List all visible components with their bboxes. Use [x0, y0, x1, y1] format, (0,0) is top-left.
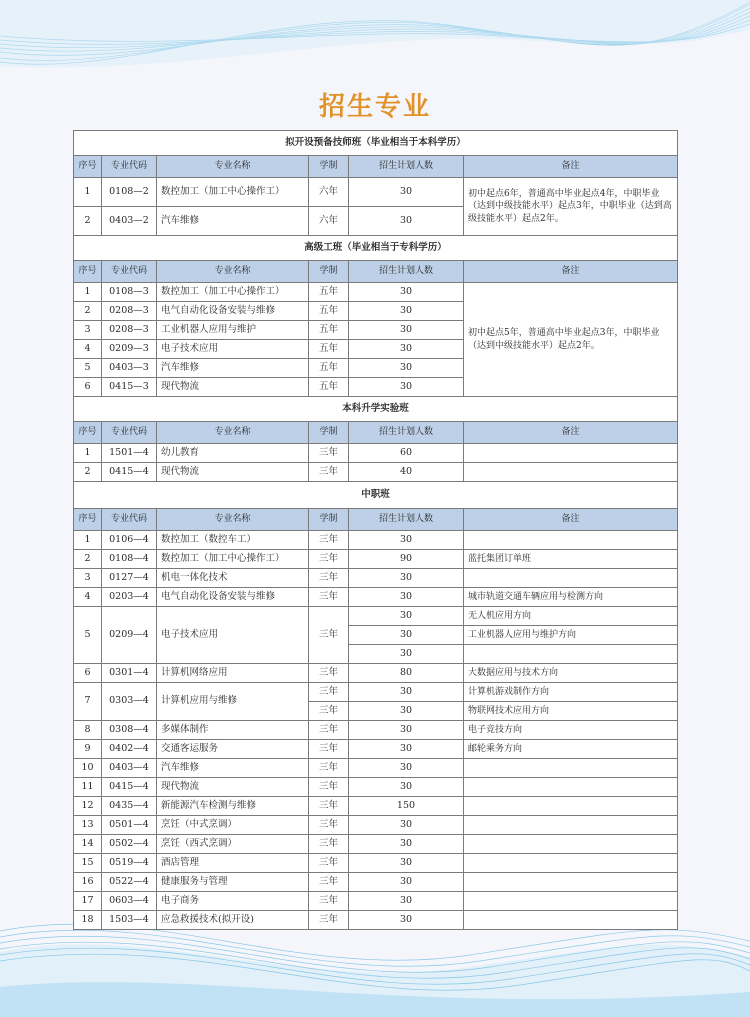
table-row: [74, 892, 678, 911]
code-cell: 0108—4: [102, 550, 157, 569]
seq-cell: 6: [74, 378, 102, 397]
code-cell: 0501—4: [102, 816, 157, 835]
header-code: 专业代码: [102, 156, 157, 178]
name-cell: 多媒体制作: [157, 721, 309, 740]
note-cell: [464, 797, 678, 816]
code-cell: 0603—4: [102, 892, 157, 911]
duration-cell: 五年: [309, 340, 349, 359]
note-cell: 无人机应用方向: [464, 607, 678, 626]
duration-cell: 五年: [309, 378, 349, 397]
plan-cell: 30: [349, 911, 464, 930]
code-cell: 0303—4: [102, 683, 157, 721]
note-cell: [464, 444, 678, 463]
plan-cell: 30: [349, 607, 464, 626]
section-title-row: [74, 397, 678, 422]
name-cell: 电子商务: [157, 892, 309, 911]
code-cell: 0522—4: [102, 873, 157, 892]
plan-cell: 30: [349, 207, 464, 236]
header-plan: 招生计划人数: [349, 422, 464, 444]
duration-cell: 三年: [309, 892, 349, 911]
plan-cell: 30: [349, 378, 464, 397]
seq-cell: 18: [74, 911, 102, 930]
plan-cell: 30: [349, 778, 464, 797]
table-row: [74, 797, 678, 816]
seq-cell: 10: [74, 759, 102, 778]
code-cell: 0108—3: [102, 283, 157, 302]
note-cell: [464, 569, 678, 588]
note-cell: 大数据应用与技术方向: [464, 664, 678, 683]
code-cell: 0127—4: [102, 569, 157, 588]
code-cell: 0402—4: [102, 740, 157, 759]
header-duration: 学制: [309, 509, 349, 531]
table-row: [74, 444, 678, 463]
code-cell: 0415—3: [102, 378, 157, 397]
code-cell: 0502—4: [102, 835, 157, 854]
header-note: 备注: [464, 261, 678, 283]
header-plan: 招生计划人数: [349, 261, 464, 283]
page-title: 招生专业: [318, 92, 431, 122]
plan-cell: 30: [349, 645, 464, 664]
seq-cell: 2: [74, 550, 102, 569]
seq-cell: 1: [74, 531, 102, 550]
section-title: 高级工班（毕业相当于专科学历）: [74, 236, 678, 261]
seq-cell: 9: [74, 740, 102, 759]
section-title: 中职班: [74, 482, 678, 509]
seq-cell: 5: [74, 607, 102, 664]
name-cell: 机电一体化技术: [157, 569, 309, 588]
plan-cell: 90: [349, 550, 464, 569]
table-row: [74, 740, 678, 759]
table-row: [74, 759, 678, 778]
header-name: 专业名称: [157, 156, 309, 178]
name-cell: 计算机网络应用: [157, 664, 309, 683]
duration-cell: 三年: [309, 816, 349, 835]
header-seq: 序号: [74, 422, 102, 444]
code-cell: 0108—2: [102, 178, 157, 207]
note-cell: [464, 816, 678, 835]
plan-cell: 40: [349, 463, 464, 482]
plan-cell: 30: [349, 321, 464, 340]
seq-cell: 12: [74, 797, 102, 816]
plan-cell: 30: [349, 531, 464, 550]
name-cell: 现代物流: [157, 463, 309, 482]
header-row: [74, 422, 678, 444]
note-cell: [464, 759, 678, 778]
note-cell: 计算机游戏制作方向: [464, 683, 678, 702]
duration-cell: 三年: [309, 531, 349, 550]
note-cell: 工业机器人应用与维护方向: [464, 626, 678, 645]
note-cell: [464, 835, 678, 854]
note-cell: 城市轨道交通车辆应用与检测方向: [464, 588, 678, 607]
seq-cell: 16: [74, 873, 102, 892]
code-cell: 0301—4: [102, 664, 157, 683]
duration-cell: 五年: [309, 359, 349, 378]
name-cell: 工业机器人应用与维护: [157, 321, 309, 340]
note-cell: 电子竞技方向: [464, 721, 678, 740]
name-cell: 新能源汽车检测与维修: [157, 797, 309, 816]
code-cell: 0403—3: [102, 359, 157, 378]
table-row: [74, 911, 678, 930]
note-cell: 初中起点6年，普通高中毕业起点4年，中职毕业（达到中级技能水平）起点3年，中职毕业（达到高级技能水平）起点2年。: [464, 178, 678, 236]
name-cell: 数控加工（加工中心操作工）: [157, 178, 309, 207]
header-row: [74, 156, 678, 178]
header-code: 专业代码: [102, 261, 157, 283]
header-name: 专业名称: [157, 509, 309, 531]
table-row: [74, 607, 678, 626]
section-title: 拟开设预备技师班（毕业相当于本科学历）: [74, 131, 678, 156]
note-cell: [464, 911, 678, 930]
duration-cell: 三年: [309, 835, 349, 854]
header-duration: 学制: [309, 156, 349, 178]
name-cell: 汽车维修: [157, 359, 309, 378]
header-code: 专业代码: [102, 422, 157, 444]
seq-cell: 3: [74, 569, 102, 588]
header-duration: 学制: [309, 422, 349, 444]
plan-cell: 30: [349, 835, 464, 854]
name-cell: 现代物流: [157, 778, 309, 797]
seq-cell: 14: [74, 835, 102, 854]
seq-cell: 8: [74, 721, 102, 740]
name-cell: 电子技术应用: [157, 607, 309, 664]
code-cell: 0415—4: [102, 778, 157, 797]
plan-cell: 30: [349, 816, 464, 835]
seq-cell: 4: [74, 588, 102, 607]
seq-cell: 2: [74, 207, 102, 236]
duration-cell: 五年: [309, 302, 349, 321]
seq-cell: 3: [74, 321, 102, 340]
duration-cell: 三年: [309, 444, 349, 463]
note-cell: [464, 854, 678, 873]
header-duration: 学制: [309, 261, 349, 283]
seq-cell: 13: [74, 816, 102, 835]
plan-cell: 30: [349, 683, 464, 702]
duration-cell: 三年: [309, 588, 349, 607]
table-row: [74, 531, 678, 550]
name-cell: 烹饪（中式烹调）: [157, 816, 309, 835]
name-cell: 数控加工（加工中心操作工）: [157, 283, 309, 302]
header-code: 专业代码: [102, 509, 157, 531]
seq-cell: 1: [74, 178, 102, 207]
name-cell: 健康服务与管理: [157, 873, 309, 892]
code-cell: 0203—4: [102, 588, 157, 607]
plan-cell: 30: [349, 759, 464, 778]
note-cell: 蓝托集团订单班: [464, 550, 678, 569]
name-cell: 烹饪（西式烹调）: [157, 835, 309, 854]
plan-cell: 30: [349, 340, 464, 359]
duration-cell: 三年: [309, 759, 349, 778]
table-row: [74, 683, 678, 702]
name-cell: 交通客运服务: [157, 740, 309, 759]
table-row: [74, 178, 678, 207]
duration-cell: 三年: [309, 721, 349, 740]
note-cell: [464, 531, 678, 550]
code-cell: 0106—4: [102, 531, 157, 550]
code-cell: 0435—4: [102, 797, 157, 816]
enrollment-majors-table: [73, 130, 678, 930]
plan-cell: 30: [349, 854, 464, 873]
plan-cell: 30: [349, 283, 464, 302]
plan-cell: 30: [349, 178, 464, 207]
plan-cell: 30: [349, 626, 464, 645]
note-cell: 邮轮乘务方向: [464, 740, 678, 759]
plan-cell: 60: [349, 444, 464, 463]
table-row: [74, 721, 678, 740]
table-row: [74, 569, 678, 588]
name-cell: 汽车维修: [157, 759, 309, 778]
seq-cell: 1: [74, 444, 102, 463]
section-title: 本科升学实验班: [74, 397, 678, 422]
table-row: [74, 283, 678, 302]
note-cell: 初中起点5年，普通高中毕业起点3年，中职毕业（达到中级技能水平）起点2年。: [464, 283, 678, 397]
plan-cell: 30: [349, 740, 464, 759]
duration-cell: 三年: [309, 911, 349, 930]
code-cell: 0519—4: [102, 854, 157, 873]
duration-cell: 三年: [309, 778, 349, 797]
code-cell: 0208—3: [102, 302, 157, 321]
header-name: 专业名称: [157, 261, 309, 283]
note-cell: [464, 778, 678, 797]
name-cell: 数控加工（加工中心操作工）: [157, 550, 309, 569]
section-title-row: [74, 236, 678, 261]
table-row: [74, 550, 678, 569]
code-cell: 0209—4: [102, 607, 157, 664]
plan-cell: 150: [349, 797, 464, 816]
name-cell: 数控加工（数控车工）: [157, 531, 309, 550]
note-cell: [464, 892, 678, 911]
table-row: [74, 816, 678, 835]
header-row: [74, 509, 678, 531]
code-cell: 0308—4: [102, 721, 157, 740]
duration-cell: 三年: [309, 873, 349, 892]
name-cell: 汽车维修: [157, 207, 309, 236]
header-note: 备注: [464, 156, 678, 178]
name-cell: 电气自动化设备安装与维修: [157, 302, 309, 321]
header-row: [74, 261, 678, 283]
table-row: [74, 835, 678, 854]
header-note: 备注: [464, 422, 678, 444]
header-seq: 序号: [74, 261, 102, 283]
header-seq: 序号: [74, 156, 102, 178]
table-row: [74, 664, 678, 683]
note-cell: [464, 645, 678, 664]
seq-cell: 1: [74, 283, 102, 302]
duration-cell: 六年: [309, 178, 349, 207]
code-cell: 0415—4: [102, 463, 157, 482]
name-cell: 幼儿教育: [157, 444, 309, 463]
plan-cell: 30: [349, 721, 464, 740]
name-cell: 电气自动化设备安装与维修: [157, 588, 309, 607]
duration-cell: 三年: [309, 740, 349, 759]
plan-cell: 80: [349, 664, 464, 683]
duration-cell: 六年: [309, 207, 349, 236]
name-cell: 计算机应用与维修: [157, 683, 309, 721]
header-seq: 序号: [74, 509, 102, 531]
seq-cell: 15: [74, 854, 102, 873]
duration-cell: 三年: [309, 683, 349, 702]
duration-cell: 五年: [309, 321, 349, 340]
section-title-row: [74, 482, 678, 509]
table-row: [74, 873, 678, 892]
top-wave-decoration: [0, 0, 750, 80]
duration-cell: 三年: [309, 607, 349, 664]
duration-cell: 三年: [309, 463, 349, 482]
code-cell: 0403—2: [102, 207, 157, 236]
plan-cell: 30: [349, 892, 464, 911]
duration-cell: 三年: [309, 797, 349, 816]
code-cell: 1501—4: [102, 444, 157, 463]
note-cell: [464, 463, 678, 482]
code-cell: 0209—3: [102, 340, 157, 359]
plan-cell: 30: [349, 702, 464, 721]
plan-cell: 30: [349, 302, 464, 321]
plan-cell: 30: [349, 359, 464, 378]
header-plan: 招生计划人数: [349, 509, 464, 531]
seq-cell: 4: [74, 340, 102, 359]
plan-cell: 30: [349, 588, 464, 607]
header-note: 备注: [464, 509, 678, 531]
duration-cell: 三年: [309, 550, 349, 569]
table-row: [74, 854, 678, 873]
code-cell: 0208—3: [102, 321, 157, 340]
section-title-row: [74, 131, 678, 156]
plan-cell: 30: [349, 569, 464, 588]
table-row: [74, 588, 678, 607]
note-cell: 物联网技术应用方向: [464, 702, 678, 721]
duration-cell: 三年: [309, 702, 349, 721]
seq-cell: 5: [74, 359, 102, 378]
table-row: [74, 463, 678, 482]
seq-cell: 6: [74, 664, 102, 683]
duration-cell: 三年: [309, 569, 349, 588]
seq-cell: 2: [74, 302, 102, 321]
duration-cell: 三年: [309, 854, 349, 873]
note-cell: [464, 873, 678, 892]
code-cell: 0403—4: [102, 759, 157, 778]
name-cell: 酒店管理: [157, 854, 309, 873]
name-cell: 现代物流: [157, 378, 309, 397]
header-name: 专业名称: [157, 422, 309, 444]
duration-cell: 三年: [309, 664, 349, 683]
code-cell: 1503—4: [102, 911, 157, 930]
name-cell: 应急救援技术(拟开设): [157, 911, 309, 930]
seq-cell: 2: [74, 463, 102, 482]
duration-cell: 五年: [309, 283, 349, 302]
table-row: [74, 778, 678, 797]
plan-cell: 30: [349, 873, 464, 892]
name-cell: 电子技术应用: [157, 340, 309, 359]
header-plan: 招生计划人数: [349, 156, 464, 178]
seq-cell: 7: [74, 683, 102, 721]
seq-cell: 11: [74, 778, 102, 797]
seq-cell: 17: [74, 892, 102, 911]
